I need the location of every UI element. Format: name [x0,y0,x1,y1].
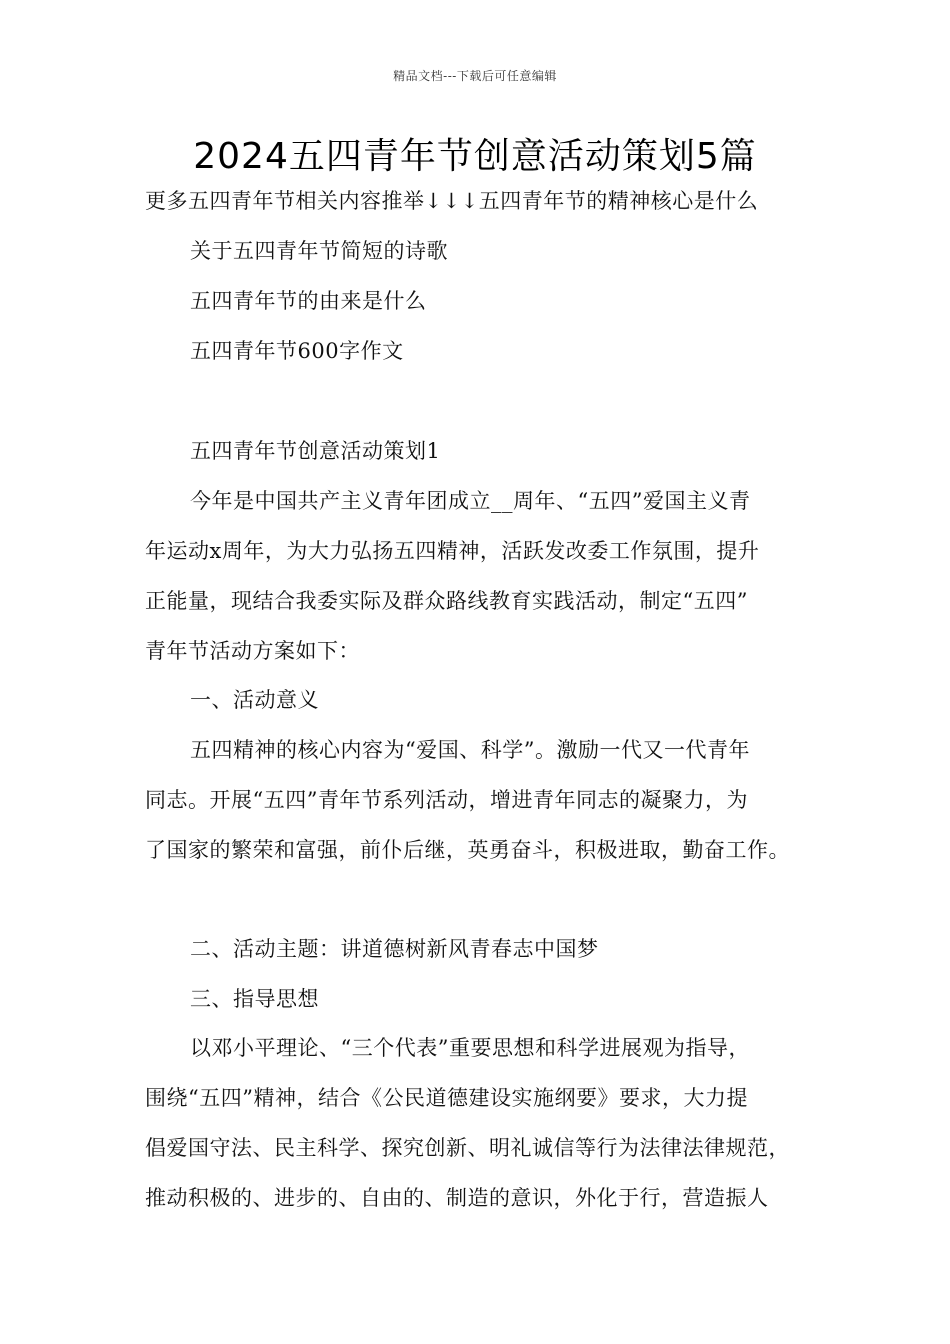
paragraph-line: 了国家的繁荣和富强，前仆后继，英勇奋斗，积极进取，勤奋工作。 [145,838,790,862]
paragraph-line: 以邓小平理论、“三个代表”重要思想和科学进展观为指导， [190,1036,750,1060]
paragraph-line: 今年是中国共产主义青年团成立__周年、“五四”爱国主义青 [190,489,751,513]
paragraph-line: 五四精神的核心内容为“爱国、科学”。激励一代又一代青年 [190,738,750,762]
section-heading: 五四青年节创意活动策划1 [190,439,441,463]
paragraph-line: 青年节活动方案如下： [145,639,360,663]
related-link-poem: 关于五四青年节简短的诗歌 [190,239,448,263]
related-link-essay: 五四青年节600字作文 [190,339,404,363]
subheading-theme: 二、活动主题：讲道德树新风青春志中国梦 [190,937,599,961]
related-link-origin: 五四青年节的由来是什么 [190,289,427,313]
subheading-guiding-thought: 三、指导思想 [190,987,319,1011]
recommend-line: 更多五四青年节相关内容推举↓↓↓五四青年节的精神核心是什么 [145,189,759,213]
paragraph-line: 围绕“五四”精神，结合《公民道德建设实施纲要》要求，大力提 [145,1086,748,1110]
header-note: 精品文档---下载后可任意编辑 [393,69,557,83]
paragraph-line: 正能量，现结合我委实际及群众路线教育实践活动，制定“五四” [145,589,748,613]
paragraph-line: 推动积极的、进步的、自由的、制造的意识，外化于行，营造振人 [145,1186,769,1210]
paragraph-line: 倡爱国守法、民主科学、探究创新、明礼诚信等行为法律法律规范， [145,1136,790,1160]
document-title: 2024五四青年节创意活动策划5篇 [193,136,757,177]
paragraph-line: 年运动x周年，为大力弘扬五四精神，活跃发改委工作氛围，提升 [145,539,760,563]
subheading-significance: 一、活动意义 [190,688,319,712]
paragraph-line: 同志。开展“五四”青年节系列活动，增进青年同志的凝聚力，为 [145,788,748,812]
